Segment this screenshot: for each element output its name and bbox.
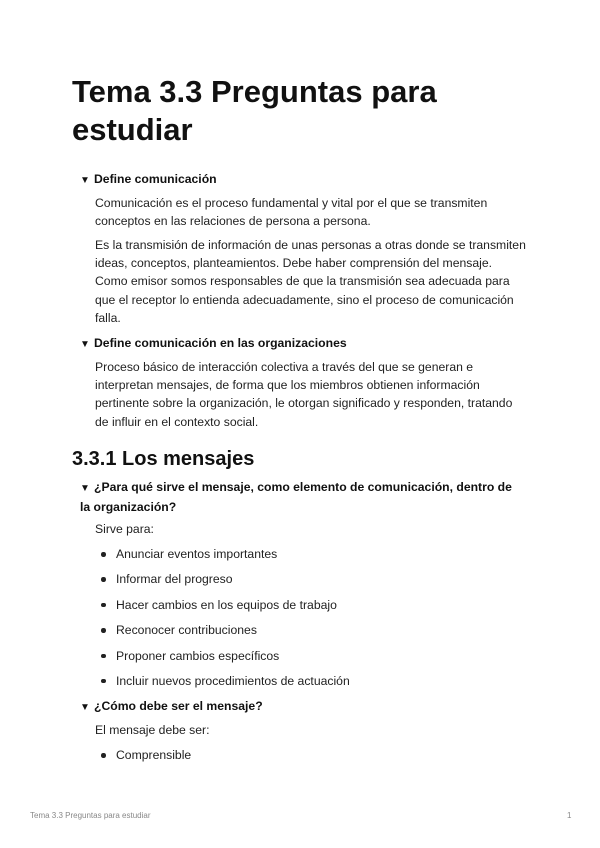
triangle-down-icon: ▼ [80,175,90,186]
triangle-down-icon: ▼ [80,339,90,350]
toggle-heading: Define comunicación en las organizaciones [94,336,347,350]
paragraph: Es la transmisión de información de unas personas a otras donde se transmiten ideas, conceptos, planteamientos. Debe haber comprensión del mensaje. Como emisor somos responsables de que la transmisión sea adecuada para que el receptor lo entienda adecuadamente, sino el proceso de comunicación falla. [95,238,526,325]
toggle-define-comunicacion[interactable] [80,170,520,190]
toggle-heading: ¿Cómo debe ser el mensaje? [94,699,263,713]
triangle-down-icon: ▼ [80,483,90,494]
toggle-como-debe-ser[interactable] [80,697,520,717]
bullet-icon [101,552,106,557]
list-item: Reconocer contribuciones [95,621,350,646]
list-item: Hacer cambios en los equipos de trabajo [95,596,350,621]
bullet-icon [101,679,106,684]
footer-title: Tema 3.3 Preguntas para estudiar [30,811,151,820]
toggle-heading: Define comunicación [94,172,217,186]
list-item: Incluir nuevos procedimientos de actuación [95,672,350,697]
paragraph: Sirve para: [95,522,154,536]
page-number: 1 [567,811,572,820]
bullet-list [95,545,350,697]
toggle-heading: ¿Para qué sirve el mensaje, como elemento de comunicación, dentro de la organización? [80,480,512,514]
list-item: Comprensible [95,746,191,771]
bullet-icon [101,753,106,758]
triangle-down-icon: ▼ [80,702,90,713]
bullet-icon [101,603,106,608]
bullet-list [95,746,191,771]
toggle-define-comunicacion-organizaciones[interactable] [80,334,520,354]
list-item: Informar del progreso [95,570,350,595]
list-item: Anunciar eventos importantes [95,545,350,570]
page-title: Tema 3.3 Preguntas para estudiar [72,74,437,147]
paragraph: El mensaje debe ser: [95,723,210,737]
paragraph: Proceso básico de interacción colectiva a través del que se generan e interpretan mensajes, de forma que los miembros obtienen información pertinente sobre la organización, le otorgan significado y responden, tratando de influir en el contexto social. [95,360,513,429]
bullet-icon [101,654,106,659]
paragraph: Comunicación es el proceso fundamental y vital por el que se transmiten conceptos en las relaciones de persona a persona. [95,196,488,229]
list-item: Proponer cambios específicos [95,647,350,672]
toggle-para-que-sirve[interactable] [80,478,520,516]
bullet-icon [101,577,106,582]
section-heading: 3.3.1 Los mensajes [72,448,255,470]
bullet-icon [101,628,106,633]
